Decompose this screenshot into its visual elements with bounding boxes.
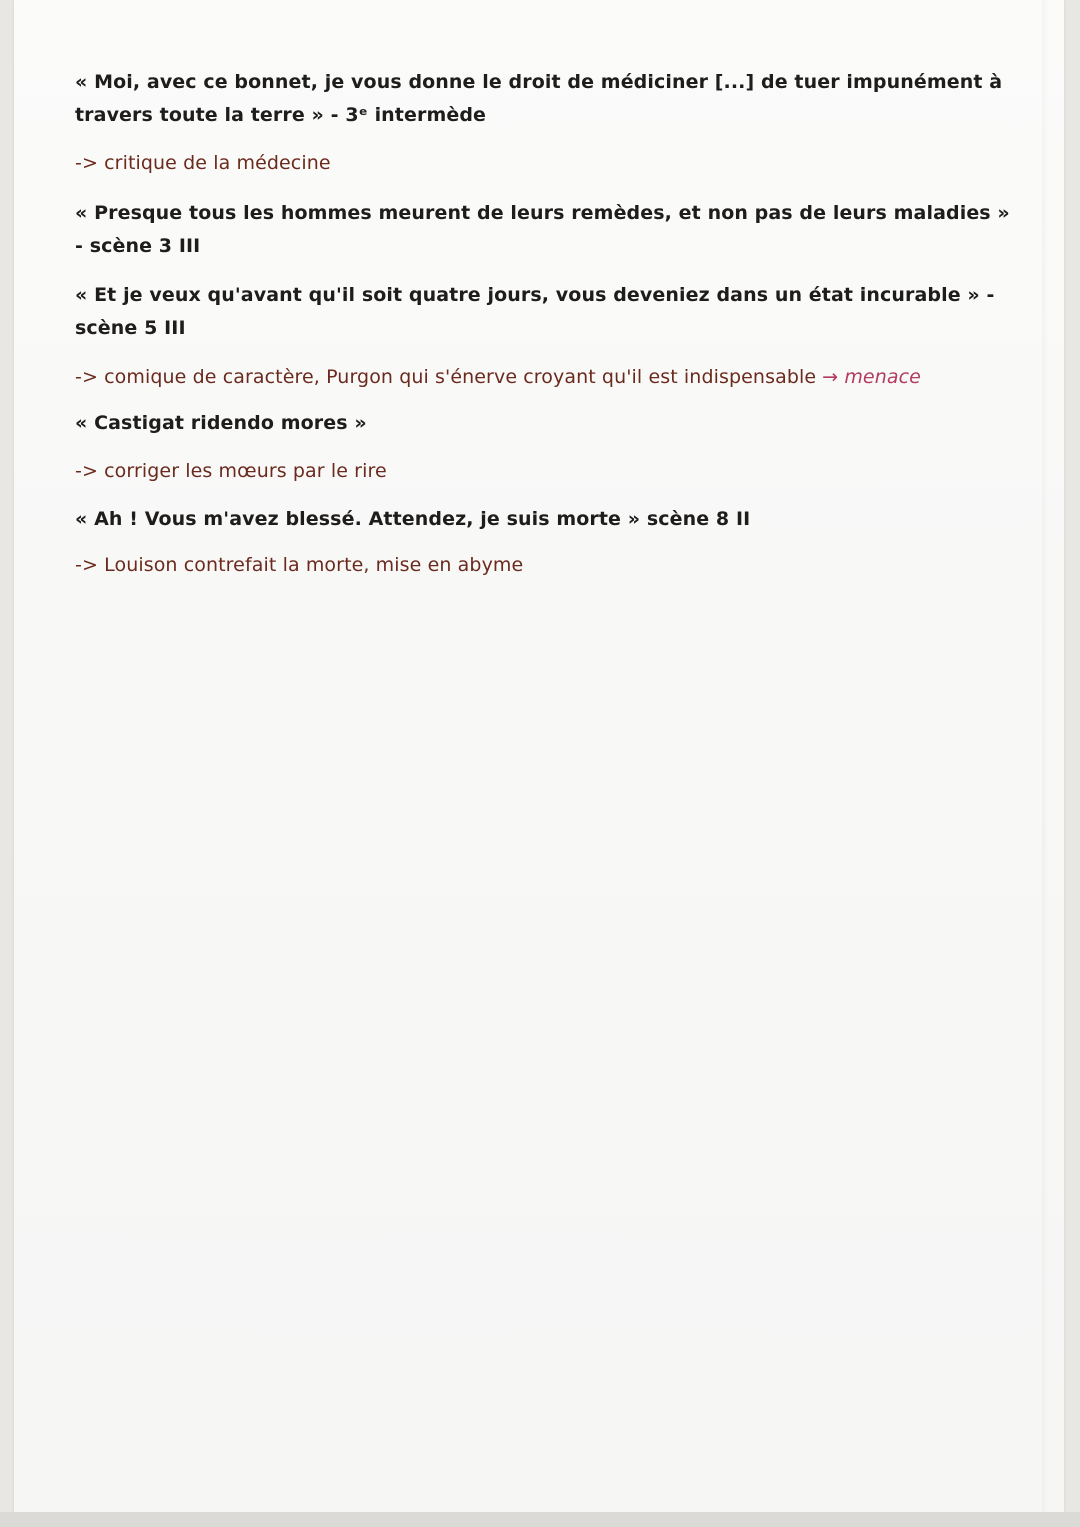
scan-bottom-strip	[0, 1512, 1080, 1527]
quote-line-1: « Moi, avec ce bonnet, je vous donne le droit de médiciner [...] de tuer impunément à travers toute la terre » - 3ᵉ intermède	[75, 71, 1003, 126]
comment-line-4: -> Louison contrefait la morte, mise en abyme	[75, 554, 524, 576]
comment-line-2-text: -> comique de caractère, Purgon qui s'énerve croyant qu'il est indispensable	[75, 366, 817, 388]
paper-edge-shadow	[1042, 0, 1048, 1512]
margin-annotation: → menace	[822, 366, 921, 388]
quote-line-2: « Presque tous les hommes meurent de leurs remèdes, et non pas de leurs maladies » - scène 3 III	[75, 202, 1010, 257]
quote-line-3: « Et je veux qu'avant qu'il soit quatre jours, vous deveniez dans un état incurable » - scène 5 III	[75, 284, 995, 339]
comment-line-1: -> critique de la médecine	[75, 152, 331, 174]
quote-line-5: « Ah ! Vous m'avez blessé. Attendez, je suis morte » scène 8 II	[75, 508, 751, 530]
comment-line-2	[75, 361, 1015, 394]
comment-line-3: -> corriger les mœurs par le rire	[75, 460, 387, 482]
quote-line-4: « Castigat ridendo mores »	[75, 412, 367, 434]
